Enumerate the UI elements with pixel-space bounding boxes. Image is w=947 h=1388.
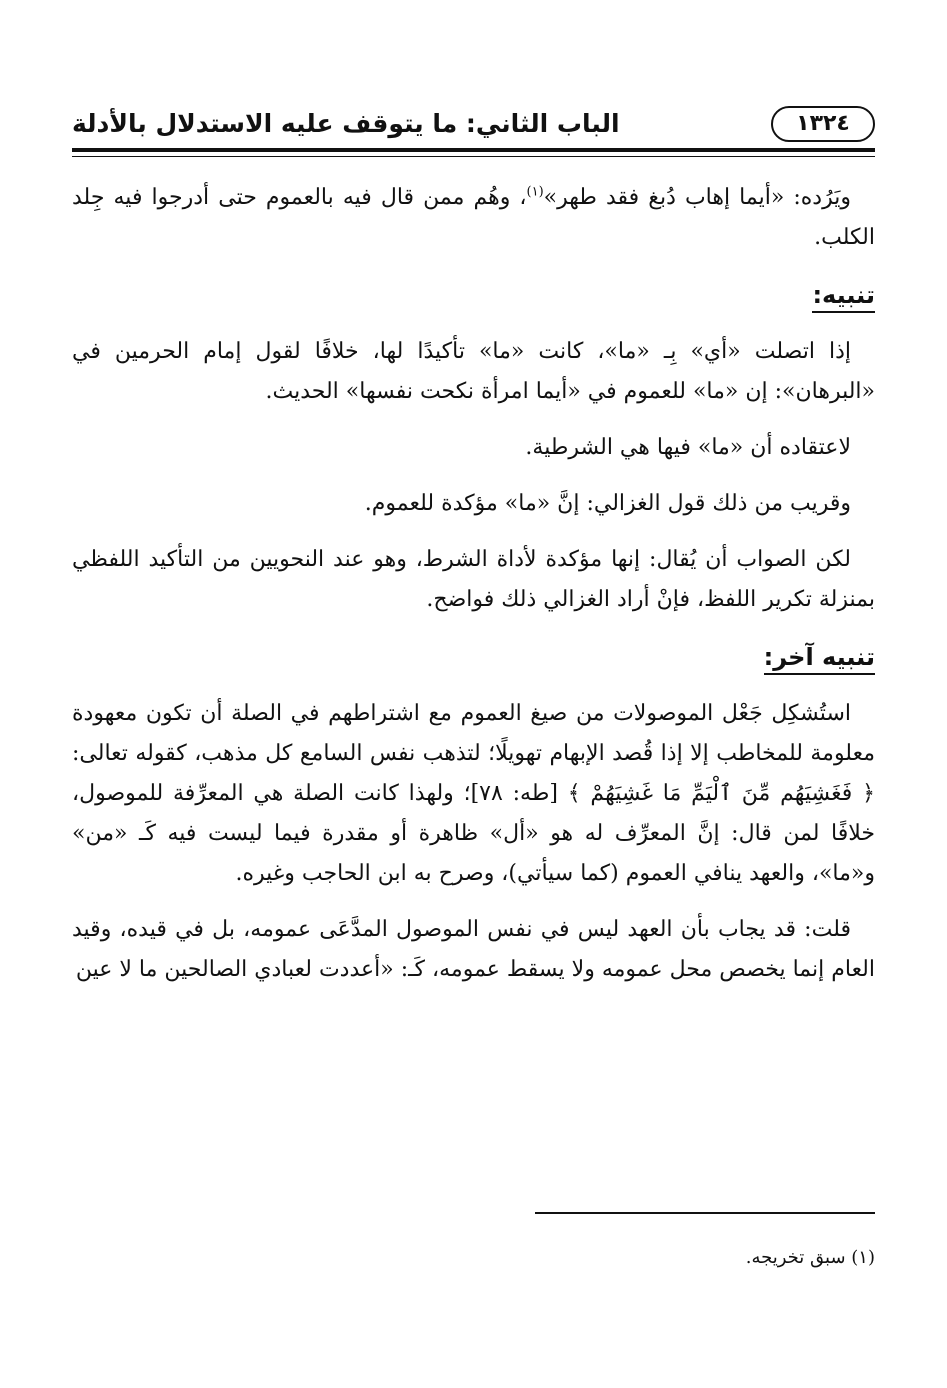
- paragraph-3: لاعتقاده أن «ما» فيها هي الشرطية.: [525, 435, 851, 460]
- paragraph-6: استُشكِل جَعْل الموصولات من صيغ العموم مع اشتراطهم في الصلة أن تكون معهودة معلومة للمخاطب إلا إذا قُصد الإبهام تهويلًا؛ لتذهب نفس السامع كل مذهب، كقوله تعالى: ﴿ فَغَشِيَهُم مِّنَ ٱلْيَمِّ مَا غَشِيَهُمْ ﴾ [طه: ٧٨]؛ ولهذا كانت الصلة هي المعرِّفة للموصول، خلافًا لمن قال: إنَّ المعرِّف له هو «أل» ظاهرة أو مقدرة فيما ليست فيه كَـ «من» و«ما»، والعهد ينافي العموم (كما سيأتي)، وصرح به ابن الحاجب وغيره.: [72, 701, 875, 886]
- running-header: [72, 104, 875, 144]
- footnote-reference: (١): [526, 184, 544, 200]
- section-heading-another-note: تنبيه آخر:: [72, 638, 875, 676]
- header-rule-thin: [72, 156, 875, 157]
- paragraph-1-text: ويَرُده: «أيما إهاب دُبغ فقد طهر»: [543, 185, 851, 210]
- body-text: [72, 178, 875, 1006]
- paragraph-4: وقريب من ذلك قول الغزالي: إنَّ «ما» مؤكدة للعموم.: [364, 491, 851, 516]
- paragraph-1: [72, 178, 875, 258]
- footnote-1: (١) سبق تخريجه.: [745, 1247, 875, 1268]
- section-heading-note: تنبيه:: [72, 276, 875, 314]
- paragraph-1-rest: ، وهُم ممن قال فيه بالعموم حتى أدرجوا فيه جِلد الكلب.: [72, 185, 875, 250]
- paragraph-7: قلت: قد يجاب بأن العهد ليس في نفس الموصول المدَّعَى عمومه، بل في قيده، وقيد العام إنما يخصص محل عمومه ولا يسقط عمومه، كَـ: «أعددت لعبادي الصالحين ما لا عين: [72, 917, 875, 982]
- page-number: ١٣٢٤: [771, 106, 875, 142]
- footnote-separator: [535, 1212, 875, 1214]
- paragraph-2: إذا اتصلت «أي» بِـ «ما»، كانت «ما» تأكيدًا لها، خلافًا لقول إمام الحرمين في «البرهان»: إن «ما» للعموم في «أيما امرأة نكحت نفسها» الحديث.: [72, 339, 875, 404]
- chapter-title: الباب الثاني: ما يتوقف عليه الاستدلال بالأدلة: [72, 109, 620, 138]
- paragraph-5: لكن الصواب أن يُقال: إنها مؤكدة لأداة الشرط، وهو عند النحويين من التأكيد اللفظي بمنزلة تكرير اللفظ، فإنْ أراد الغزالي ذلك فواضح.: [72, 547, 875, 612]
- header-rule: [72, 148, 875, 152]
